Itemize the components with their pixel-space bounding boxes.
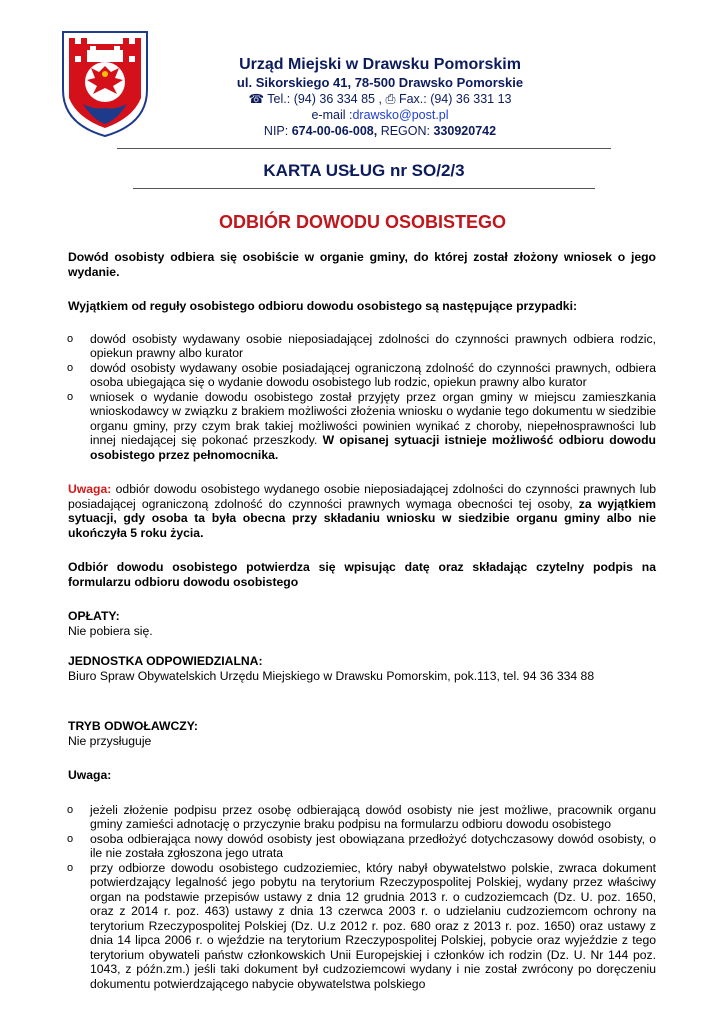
list-item: o dowód osobisty wydawany osobie posiadającej ograniczoną zdolność do czynności prawnych, odbiera osoba ubiegająca się o wydanie dowodu osobistego lub rodzic, opiekun prawny albo kurator [67, 360, 656, 389]
list-item: o jeżeli złożenie podpisu przez osobę odbierającą dowód osobisty nie jest możliwe, pracownik organu gminy zamieści adnotację o przyczynie braku podpisu na formularzu odbioru dowodu osobistego [67, 802, 656, 831]
fees-heading: OPŁATY: [68, 609, 120, 623]
list-item: o dowód osobisty wydawany osobie nieposiadającej zdolności do czynności prawnych odbiera rodzic, opiekun prawny albo kurator [67, 331, 656, 360]
warning-text: odbiór dowodu osobistego wydanego osobie nieposiadającej zdolności do czynności prawnych lub posiadającej ograniczoną zdolność do czynności prawnych wymaga obecności tej osoby, [68, 482, 656, 511]
fees-text: Nie pobiera się. [68, 623, 153, 638]
bullet-icon: o [67, 332, 74, 345]
bullet-icon: o [67, 803, 74, 816]
warning-paragraph [68, 482, 656, 540]
email-link[interactable]: drawsko@post.pl [352, 108, 449, 122]
title-divider [133, 188, 595, 189]
exceptions-heading: Wyjątkiem od reguły osobistego odbioru dowodu osobistego są następujące przypadki: [68, 299, 578, 313]
unit-heading: JEDNOSTKA ODPOWIEDZIALNA: [68, 654, 263, 668]
document-body [68, 250, 656, 991]
appeal-heading: TRYB ODWOŁAWCZY: [68, 719, 198, 733]
appeal-text: Nie przysługuje [68, 733, 152, 748]
page-title: ODBIÓR DOWODU OSOBISTEGO [218, 212, 506, 232]
list-item: o osoba odbierająca nowy dowód osobisty jest obowiązana przedłożyć dotychczasowy dowód osobisty, o ile nie została zgłoszona jego utrata [67, 831, 656, 860]
phone-number: Tel.: (94) 36 334 85 , [267, 92, 382, 106]
exception-3-text: wniosek o wydanie dowodu osobistego został przyjęty przez organ gminy w miejscu zamieszkania wnioskodawcy w związku z brakiem możliwości złożenia wniosku o wydanie tego dokumentu w siedzibie organu gminy, przy czym brak takiej możliwości powinien wynikać z choroby, niepełnosprawności lub innej niedającej się pokonać przeszkody. [90, 389, 656, 447]
card-title: KARTA USŁUG nr SO/2/3 [263, 161, 465, 180]
confirm-paragraph: Odbiór dowodu osobistego potwierdza się wpisując datę oraz składając czytelny podpis na formularzu odbioru dowodu osobistego [68, 560, 656, 589]
header-divider [117, 148, 611, 149]
office-header [150, 55, 610, 139]
intro-paragraph: Dowód osobisty odbiera się osobiście w organie gminy, do której został złożony wniosek o jego wydanie. [68, 250, 656, 279]
warning-bold: za wyjątkiem sytuacji, gdy osoba ta była obecna przy składaniu wniosku w siedzibie organu gminy albo nie ukończyła 5 roku życia. [68, 496, 656, 540]
bullet-icon: o [67, 361, 74, 374]
contact-phone-fax [150, 91, 610, 107]
bullet-icon: o [67, 390, 74, 403]
phone-icon: ☎ [248, 92, 265, 106]
fax-icon: ⎙ [385, 92, 396, 106]
contact-email [150, 107, 610, 123]
nip-label: NIP: [263, 124, 289, 138]
tax-ids [150, 123, 610, 139]
exceptions-list [68, 332, 656, 463]
warning-label: Uwaga: [68, 482, 112, 496]
bullet-icon: o [67, 861, 74, 874]
office-address: ul. Sikorskiego 41, 78-500 Drawsko Pomorskie [236, 75, 524, 90]
bullet-icon: o [67, 832, 74, 845]
coat-of-arms-icon [55, 28, 155, 138]
unit-text: Biuro Spraw Obywatelskich Urzędu Miejskiego w Drawsku Pomorskim, pok.113, tel. 94 36 334 88 [68, 668, 595, 683]
notes-list [68, 803, 656, 992]
regon-value: 330920742 [433, 124, 497, 138]
office-name: Urząd Miejski w Drawsku Pomorskim [239, 56, 521, 73]
regon-label: REGON: [380, 124, 430, 138]
email-prefix: e-mail : [311, 108, 353, 122]
nip-value: 674-00-06-008, [291, 124, 378, 138]
exception-3-bold: W opisanej sytuacji istnieje możliwość odbioru dowodu osobistego przez pełnomocnika. [90, 433, 656, 462]
list-item: o przy odbiorze dowodu osobistego cudzoziemiec, który nabył obywatelstwo polskie, zwraca dokument potwierdzający legalność jego pobytu na terytorium Rzeczypospolitej Polskiej, wydany przez właściwy organ na podstawie przepisów ustawy z dnia 12 grudnia 2013 r. o cudzoziemcach (Dz. U. poz. 1650, oraz z 2014 r. poz. 463) ustawy z dnia 13 czerwca 2003 r. o udzielaniu cudzoziemcom ochrony na terytorium Rzeczypospolitej Polskiej (Dz. U.z 2012 r. poz. 680 oraz z 2013 r. poz. 1650) oraz ustawy z dnia 14 lipca 2006 r. o wjeździe na terytorium Rzeczypospolitej Polskiej, pobycie oraz wyjeździe z tego terytorium obywateli państw członkowskich Unii Europejskiej i członków ich rodzin (Dz. U. Nr 144 poz. 1043, z późn.zm.) jeśli taki dokument był cudzoziemcowi wydany i nie został zwrócony po doręczeniu dokumentu potwierdzającego nabycie obywatelstwa polskiego [67, 860, 656, 991]
notes-heading: Uwaga: [68, 768, 112, 782]
list-item [68, 390, 656, 463]
fax-number: Fax.: (94) 36 331 13 [398, 92, 512, 106]
